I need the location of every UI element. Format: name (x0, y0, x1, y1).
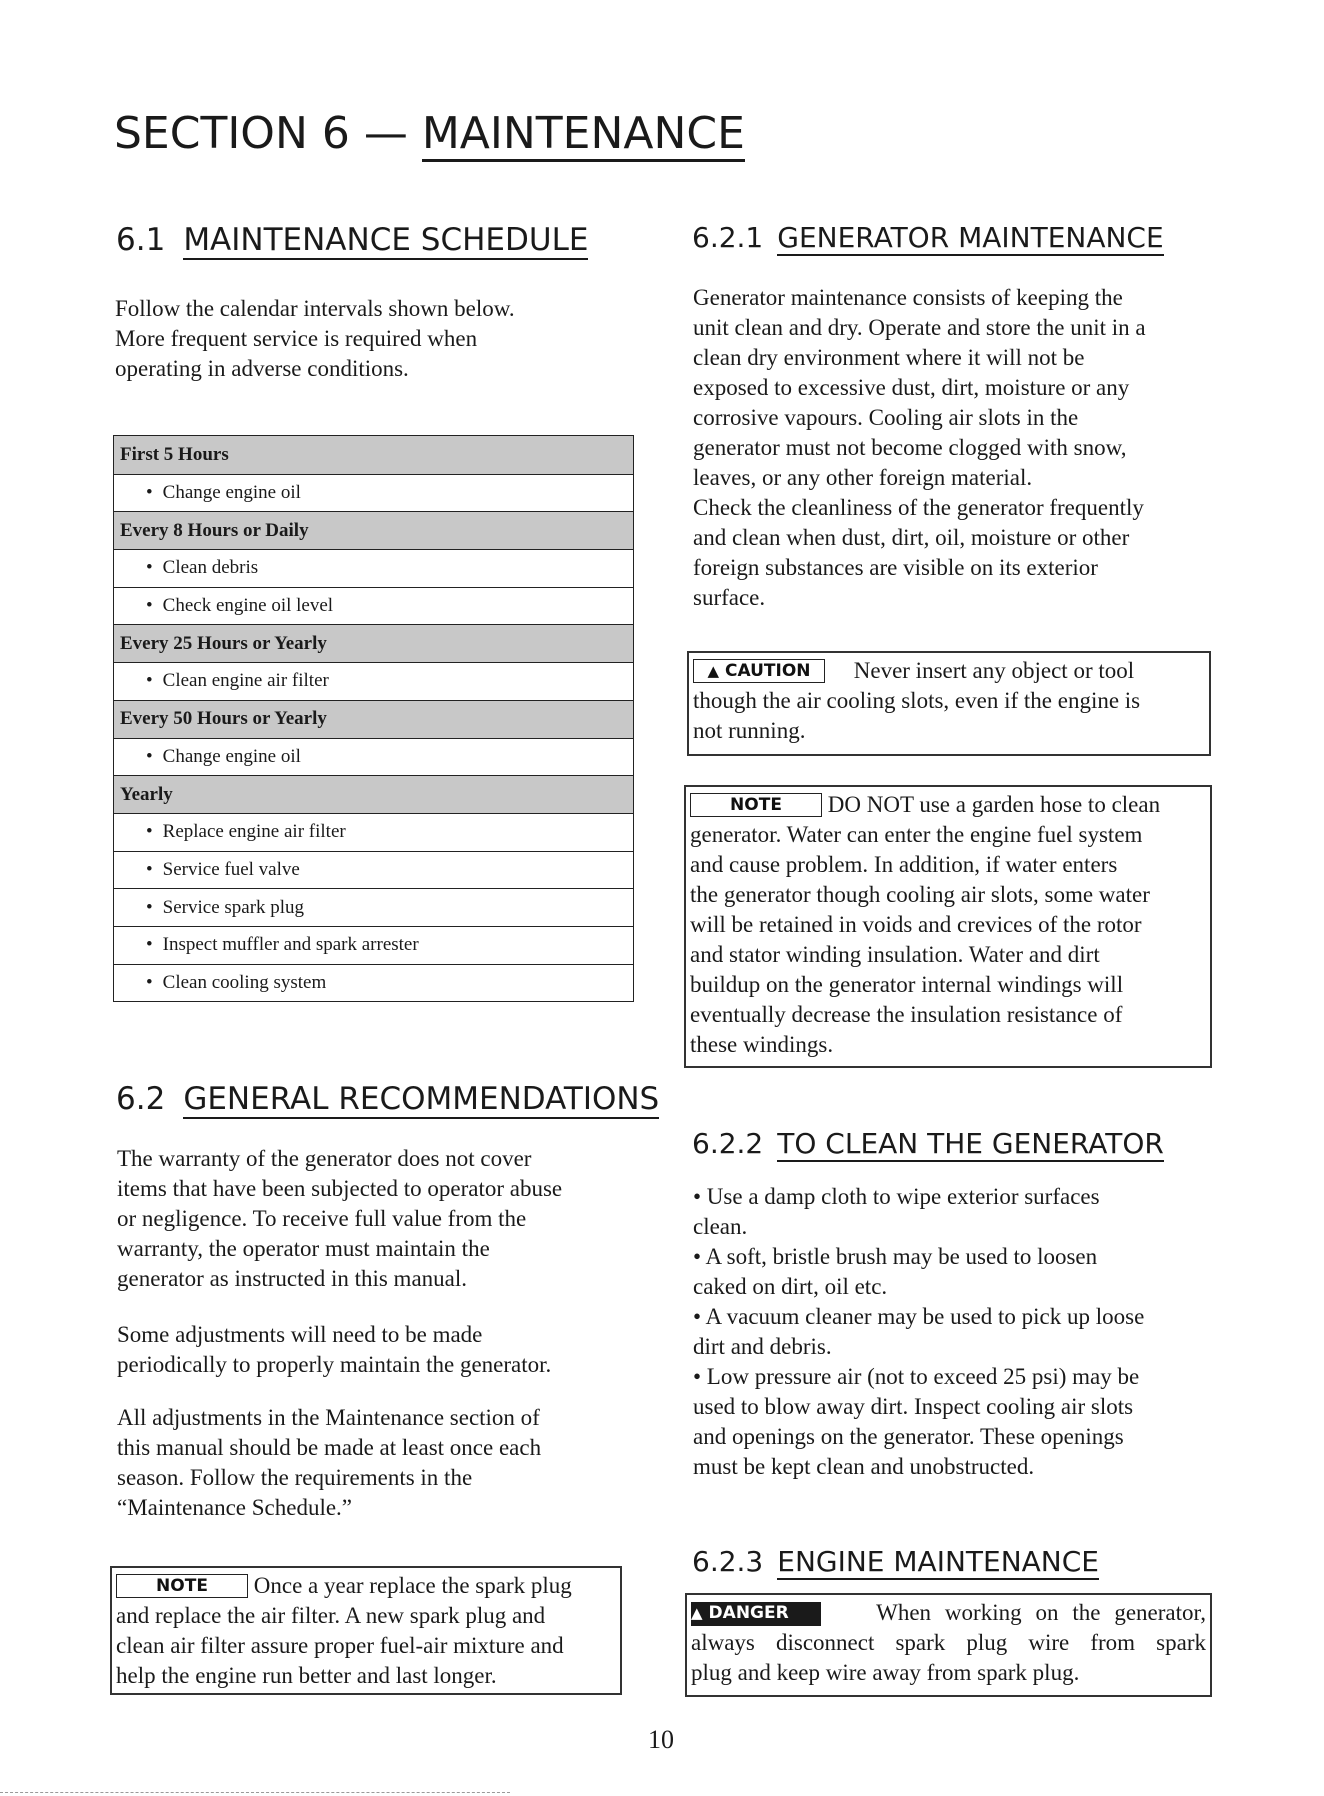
text-line: warranty, the operator must maintain the (117, 1236, 490, 1261)
note-text: Once a year replace the spark plug (253, 1573, 572, 1598)
heading-number: 6.2.1 (692, 221, 764, 254)
schedule-task-row (114, 662, 633, 700)
page-title-prefix: SECTION 6 — (114, 108, 422, 159)
list-line: • Low pressure air (not to exceed 25 psi) may be (693, 1364, 1140, 1389)
recommendations-paragraph-2 (117, 1320, 637, 1380)
text-line: exposed to excessive dust, dirt, moisture or any (693, 375, 1130, 400)
schedule-interval-header (114, 775, 633, 813)
bullet-icon: • (146, 557, 153, 579)
interval-label: Every 25 Hours or Yearly (120, 632, 327, 654)
caution-box (687, 651, 1211, 756)
note-text: will be retained in voids and crevices of the rotor (690, 912, 1142, 937)
intro-line: operating in adverse conditions. (115, 356, 409, 381)
text-line: or negligence. To receive full value from the (117, 1206, 527, 1231)
interval-label: Yearly (120, 783, 173, 805)
text-line: Check the cleanliness of the generator frequently (693, 495, 1144, 520)
heading-number: 6.1 (116, 222, 166, 258)
caution-tag: ▲ CAUTION (693, 659, 825, 683)
bullet-icon: • (146, 670, 153, 692)
task-label: Clean cooling system (162, 971, 327, 993)
text-line: surface. (693, 585, 766, 610)
schedule-interval-header (114, 624, 633, 662)
intro-line: Follow the calendar intervals shown below. (115, 296, 515, 321)
text-line: generator must not become clogged with snow, (693, 435, 1127, 460)
heading-6-2 (116, 1081, 659, 1117)
note-text: and replace the air filter. A new spark plug and (116, 1603, 546, 1628)
clean-generator-list (693, 1182, 1213, 1482)
list-line: • A soft, bristle brush may be used to loosen (693, 1244, 1098, 1269)
bullet-icon: • (146, 745, 153, 767)
heading-6-2-1 (692, 221, 1164, 254)
generator-maintenance-text (693, 283, 1213, 613)
task-label: Service spark plug (162, 896, 305, 918)
schedule-task-row (114, 813, 633, 851)
task-label: Clean engine air filter (162, 670, 329, 692)
danger-text: plug and keep wire away from spark plug. (691, 1660, 1080, 1685)
note-text: and cause problem. In addition, if water enters (690, 852, 1118, 877)
text-line: periodically to properly maintain the generator. (117, 1352, 552, 1377)
caution-text: though the air cooling slots, even if the engine is (693, 688, 1141, 713)
task-label: Change engine oil (162, 482, 301, 504)
caution-text: Never insert any object or tool (853, 658, 1135, 683)
note-tag: NOTE (116, 1574, 248, 1598)
text-line: this manual should be made at least once each (117, 1435, 542, 1460)
list-line: • Use a damp cloth to wipe exterior surfaces (693, 1184, 1100, 1209)
text-line: Some adjustments will need to be made (117, 1322, 483, 1347)
list-line: caked on dirt, oil etc. (693, 1274, 888, 1299)
text-line: unit clean and dry. Operate and store the unit in a (693, 315, 1146, 340)
list-line: dirt and debris. (693, 1334, 832, 1359)
list-line: clean. (693, 1214, 748, 1239)
footer-rule (0, 1792, 510, 1793)
note-text: the generator though cooling air slots, some water (690, 882, 1150, 907)
heading-6-2-3 (692, 1545, 1099, 1578)
schedule-task-row (114, 926, 633, 964)
list-line: used to blow away dirt. Inspect cooling air slots (693, 1394, 1134, 1419)
text-line: generator as instructed in this manual. (117, 1266, 468, 1291)
text-line: All adjustments in the Maintenance section of (117, 1405, 540, 1430)
schedule-interval-header (114, 700, 633, 738)
note-text: and stator winding insulation. Water and dirt (690, 942, 1100, 967)
schedule-task-row (114, 888, 633, 926)
heading-6-2-2 (692, 1127, 1164, 1160)
text-line: and clean when dust, dirt, oil, moisture or other (693, 525, 1130, 550)
page-title (114, 108, 745, 159)
list-line: • A vacuum cleaner may be used to pick up loose (693, 1304, 1145, 1329)
schedule-task-row (114, 549, 633, 587)
bullet-icon: • (146, 858, 153, 880)
text-line: corrosive vapours. Cooling air slots in the (693, 405, 1079, 430)
bullet-icon: • (146, 821, 153, 843)
schedule-interval-header (114, 511, 633, 549)
heading-number: 6.2.2 (692, 1127, 764, 1160)
note-text: help the engine run better and last longer. (116, 1663, 497, 1688)
schedule-task-row (114, 474, 633, 512)
schedule-interval-header (114, 436, 633, 474)
text-line: clean dry environment where it will not be (693, 345, 1085, 370)
schedule-task-row (114, 964, 633, 1002)
danger-tag: ▲ DANGER (691, 1602, 821, 1626)
schedule-task-row (114, 851, 633, 889)
recommendations-paragraph-1 (117, 1144, 637, 1294)
interval-label: Every 8 Hours or Daily (120, 519, 309, 541)
text-line: Generator maintenance consists of keeping the (693, 285, 1123, 310)
recommendations-paragraph-3 (117, 1403, 637, 1523)
maintenance-schedule-table (113, 435, 634, 1002)
note-text: DO NOT use a garden hose to clean (827, 792, 1161, 817)
note-box-spark-plug (110, 1566, 622, 1695)
schedule-task-row (114, 587, 633, 625)
note-text: clean air filter assure proper fuel-air mixture and (116, 1633, 564, 1658)
heading-title: GENERAL RECOMMENDATIONS (183, 1081, 660, 1117)
heading-title: ENGINE MAINTENANCE (777, 1545, 1099, 1578)
note-text: eventually decrease the insulation resistance of (690, 1002, 1123, 1027)
heading-6-1 (116, 222, 588, 258)
heading-number: 6.2 (116, 1081, 166, 1117)
task-label: Service fuel valve (162, 858, 300, 880)
page-title-underlined: MAINTENANCE (422, 108, 745, 162)
note-text: buildup on the generator internal windings will (690, 972, 1124, 997)
danger-box (685, 1593, 1212, 1697)
text-line: “Maintenance Schedule.” (117, 1495, 352, 1520)
note-box-garden-hose (684, 785, 1212, 1068)
warning-triangle-icon: ▲ (691, 1604, 703, 1622)
note-text: these windings. (690, 1032, 834, 1057)
schedule-intro (115, 294, 635, 384)
intro-line: More frequent service is required when (115, 326, 478, 351)
interval-label: First 5 Hours (120, 443, 229, 465)
task-label: Check engine oil level (162, 595, 334, 617)
task-label: Replace engine air filter (162, 821, 346, 843)
bullet-icon: • (146, 482, 153, 504)
heading-title: TO CLEAN THE GENERATOR (777, 1127, 1164, 1160)
bullet-icon: • (146, 896, 153, 918)
heading-title: GENERATOR MAINTENANCE (777, 221, 1164, 254)
interval-label: Every 50 Hours or Yearly (120, 708, 327, 730)
list-line: must be kept clean and unobstructed. (693, 1454, 1035, 1479)
note-text: generator. Water can enter the engine fuel system (690, 822, 1143, 847)
bullet-icon: • (146, 934, 153, 956)
danger-text: always disconnect spark plug wire from spark (691, 1630, 1206, 1655)
text-line: The warranty of the generator does not cover (117, 1146, 532, 1171)
danger-text: When working on the generator, (876, 1600, 1206, 1625)
task-label: Change engine oil (162, 745, 301, 767)
text-line: leaves, or any other foreign material. (693, 465, 1033, 490)
warning-triangle-icon: ▲ (707, 662, 720, 680)
list-line: and openings on the generator. These openings (693, 1424, 1124, 1449)
bullet-icon: • (146, 971, 153, 993)
note-tag: NOTE (690, 793, 822, 817)
text-line: foreign substances are visible on its exterior (693, 555, 1098, 580)
caution-text: not running. (693, 718, 806, 743)
text-line: season. Follow the requirements in the (117, 1465, 473, 1490)
heading-number: 6.2.3 (692, 1545, 764, 1578)
heading-title: MAINTENANCE SCHEDULE (183, 222, 589, 258)
task-label: Inspect muffler and spark arrester (162, 934, 419, 956)
text-line: items that have been subjected to operator abuse (117, 1176, 563, 1201)
page-number: 10 (648, 1725, 674, 1754)
task-label: Clean debris (162, 557, 259, 579)
bullet-icon: • (146, 595, 153, 617)
schedule-task-row (114, 738, 633, 776)
